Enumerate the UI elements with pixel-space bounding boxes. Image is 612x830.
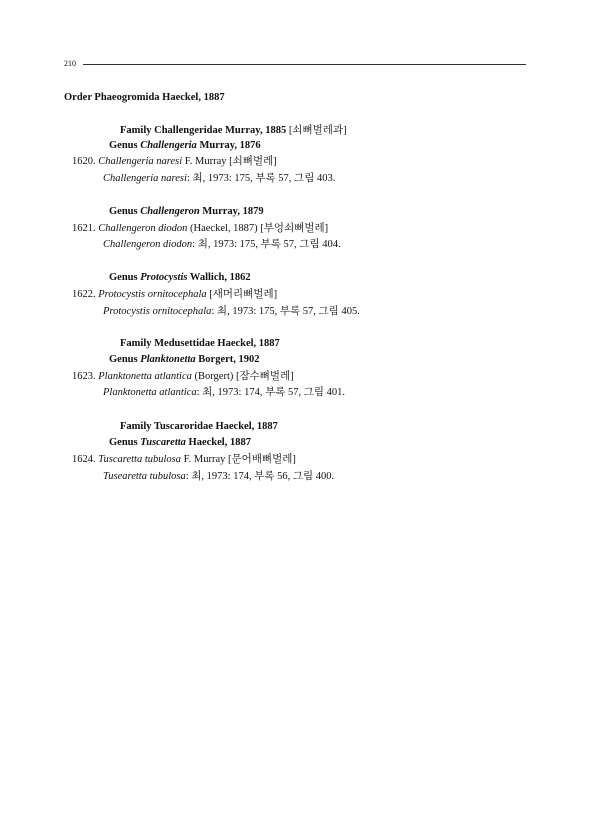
genus-heading <box>109 139 261 153</box>
species-name: Challengeron diodon <box>98 223 188 234</box>
reference-name: Challengeron diodon <box>103 239 193 250</box>
family-name: Family Medusettidae Haeckel, 1887 <box>120 338 280 349</box>
reference-citation: : 최, 1973: 174, 부록 57, 그림 401. <box>196 387 346 398</box>
family-heading <box>120 337 280 351</box>
genus-heading <box>109 436 251 450</box>
genus-heading <box>109 271 251 285</box>
reference-name: Challengeria naresi <box>103 173 187 184</box>
species-number: 1622. <box>72 289 96 300</box>
reference-citation: : 최, 1973: 175, 부록 57, 그림 405. <box>211 306 360 317</box>
species-reference <box>103 386 345 400</box>
species-author: F. Murray <box>184 156 227 167</box>
genus-author: Murray, 1879 <box>202 206 264 217</box>
genus-word: Genus <box>109 206 138 217</box>
species-entry <box>72 453 296 467</box>
species-name: Protocystis ornitocephala <box>98 289 207 300</box>
species-author: F. Murray <box>183 454 226 465</box>
species-number: 1624. <box>72 454 96 465</box>
reference-name: Protocystis ornitocephala <box>103 306 212 317</box>
species-korean-name: [쇠뼈벌레] <box>229 156 277 167</box>
genus-word: Genus <box>109 140 138 151</box>
genus-name: Planktonetta <box>140 354 196 365</box>
species-reference <box>103 238 341 252</box>
genus-heading <box>109 353 260 367</box>
page-number: 210 <box>64 59 76 68</box>
species-korean-name: [새머리뼈벌레] <box>209 289 278 300</box>
genus-name: Tuscaretta <box>140 437 186 448</box>
family-heading <box>120 420 278 434</box>
reference-name: Tusearetta tubulosa <box>103 471 186 482</box>
genus-name: Protocystis <box>140 272 188 283</box>
species-entry <box>72 222 328 236</box>
genus-heading <box>109 205 264 219</box>
reference-citation: : 최, 1973: 175, 부록 57, 그림 403. <box>186 173 336 184</box>
species-korean-name: [부엉쇠뼈벌레] <box>260 223 329 234</box>
species-number: 1621. <box>72 223 96 234</box>
genus-word: Genus <box>109 354 138 365</box>
family-name: Family Challengeridae Murray, 1885 <box>120 125 287 136</box>
species-entry <box>72 155 277 169</box>
order-heading: Order Phaeogromida Haeckel, 1887 <box>64 92 225 103</box>
species-number: 1623. <box>72 371 96 382</box>
genus-author: Murray, 1876 <box>199 140 261 151</box>
family-korean-name: [쇠뼈벌레과] <box>288 125 347 136</box>
species-number: 1620. <box>72 156 96 167</box>
species-korean-name: [문어배뼈벌레] <box>228 454 296 465</box>
species-name: Tuscaretta tubulosa <box>98 454 181 465</box>
page-header <box>64 57 526 71</box>
genus-name: Challengeron <box>140 206 200 217</box>
genus-word: Genus <box>109 272 138 283</box>
species-author: (Borgert) <box>194 371 234 382</box>
species-name: Planktonetta atlantica <box>98 371 192 382</box>
species-name: Challengeria naresi <box>98 156 183 167</box>
species-entry <box>72 370 294 384</box>
species-reference <box>103 470 334 484</box>
species-reference <box>103 172 335 186</box>
reference-name: Planktonetta atlantica <box>103 387 197 398</box>
header-rule <box>83 64 526 65</box>
reference-citation: : 최, 1973: 174, 부록 56, 그림 400. <box>185 471 335 482</box>
species-reference <box>103 305 360 319</box>
species-entry <box>72 288 277 302</box>
family-heading <box>120 124 347 138</box>
genus-name: Challengeria <box>140 140 197 151</box>
genus-word: Genus <box>109 437 138 448</box>
family-name: Family Tuscaroridae Haeckel, 1887 <box>120 421 278 432</box>
genus-author: Haeckel, 1887 <box>188 437 251 448</box>
species-korean-name: [잠수뼈벌레] <box>236 371 294 382</box>
genus-author: Borgert, 1902 <box>198 354 260 365</box>
genus-author: Wallich, 1862 <box>189 272 251 283</box>
reference-citation: : 최, 1973: 175, 부록 57, 그림 404. <box>192 239 341 250</box>
species-author: (Haeckel, 1887) <box>190 223 258 234</box>
